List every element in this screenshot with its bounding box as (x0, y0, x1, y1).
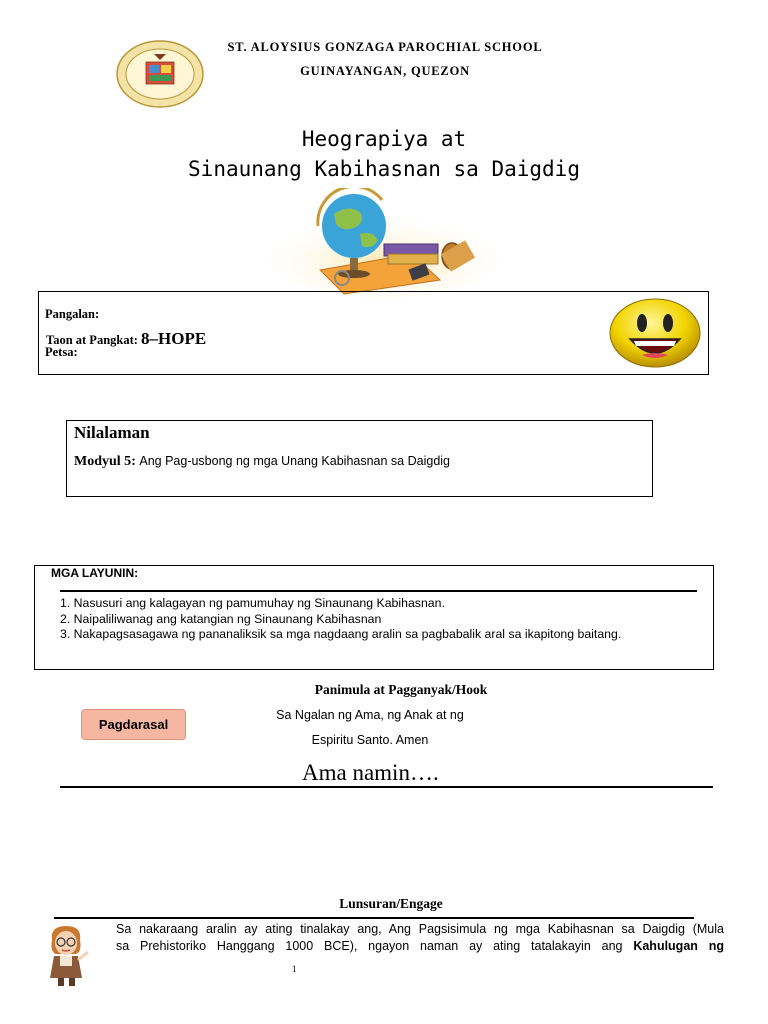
teacher-cartoon-illustration (42, 922, 90, 988)
contents-heading: Nilalaman (74, 423, 150, 442)
engage-heading: Lunsuran/Engage (339, 896, 443, 911)
prayer-button[interactable]: Pagdarasal (81, 709, 186, 740)
objectives-heading: MGA LAYUNIN: (51, 566, 139, 580)
prayer-line-2: Espiritu Santo. Amen (311, 733, 429, 747)
module-description: Ang Pag-usbong ng mga Unang Kabihasnan sa Daigdig (139, 454, 450, 468)
grade-section-value: 8–HOPE (141, 329, 207, 348)
smiley-face-icon (608, 297, 702, 369)
module-label: Modyul 5 (74, 454, 132, 469)
objectives-list (60, 596, 621, 643)
objective-item: 2. Naipaliliwanag ang katangian ng Sinaunang Kabihasnan (60, 611, 382, 626)
school-town: GUINAYANGAN, QUEZON (300, 64, 470, 78)
engage-line2-bold: Kahulugan ng (633, 939, 725, 953)
objective-item: 3. Nakapagsasagawa ng pananaliksik sa mga nagdaang aralin sa pagbabalik aral sa ikapitong baitang. (60, 627, 622, 641)
grade-section-label: Taon at Pangkat: (46, 333, 138, 347)
engage-paragraph-line1: Sa nakaraang aralin ay ating tinalakay ang, Ang Pagsisimula ng mga Kabihasnan sa Daigdig (Mula (116, 922, 724, 936)
prayer-title: Ama namin…. (302, 760, 439, 785)
module-title-line1: Heograpiya at (301, 127, 467, 151)
intro-heading: Panimula at Pagganyak/Hook (314, 682, 488, 697)
school-name: ST. ALOYSIUS GONZAGA PAROCHIAL SCHOOL (227, 40, 543, 54)
globe-books-illustration (262, 188, 507, 300)
engage-paragraph-line2 (116, 938, 724, 955)
objectives-divider (60, 590, 697, 592)
date-label: Petsa: (45, 345, 78, 359)
module-line: Modyul 5: Ang Pag-usbong ng mga Unang Kabihasnan sa Daigdig (74, 454, 450, 469)
prayer-line-1: Sa Ngalan ng Ama, ng Anak at ng (276, 708, 464, 722)
page-number: 1 (292, 964, 297, 974)
engage-divider (54, 917, 694, 919)
prayer-divider (60, 786, 713, 788)
engage-line2-text: sa Prehistoriko Hanggang 1000 BCE), ngayon naman ay ating tatalakayin ang (116, 939, 623, 953)
module-title-line2: Sinaunang Kabihasnan sa Daigdig (188, 157, 580, 181)
objective-item: 1. Nasusuri ang kalagayan ng pamumuhay ng Sinaunang Kabihasnan. (60, 596, 445, 610)
name-label: Pangalan: (45, 307, 100, 321)
